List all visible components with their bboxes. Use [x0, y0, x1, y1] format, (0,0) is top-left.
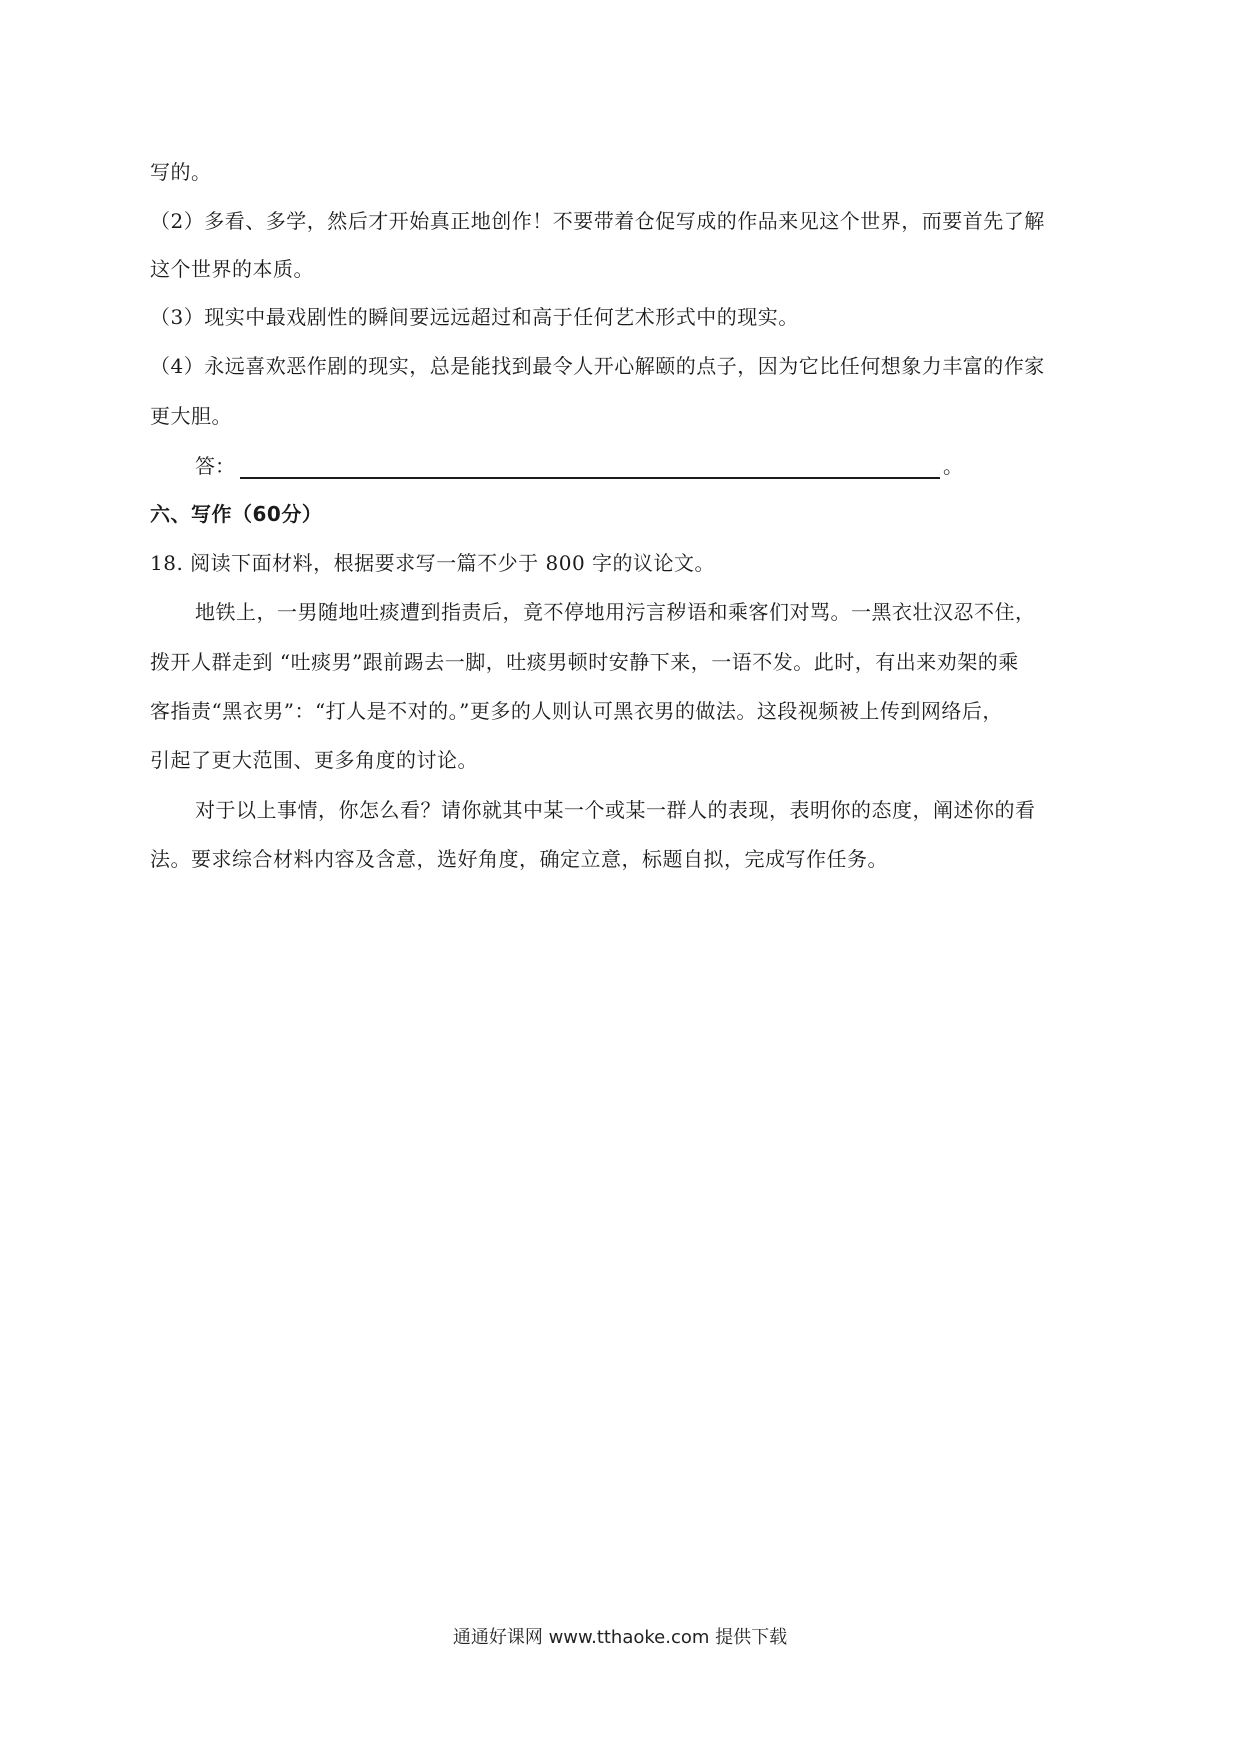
- item-4-line-1: （4）永远喜欢恶作剧的现实，总是能找到最令人开心解颐的点子，因为它比任何想象力丰富的作家: [150, 354, 1045, 378]
- material-line-3: 客指责“黑衣男”：“打人是不对的。”更多的人则认可黑衣男的做法。这段视频被上传到网络后，: [150, 699, 1003, 723]
- requirement-line-2: 法。要求综合材料内容及含意，选好角度，确定立意，标题自拟，完成写作任务。: [150, 847, 888, 871]
- item-4-line-2: 更大胆。: [150, 404, 232, 428]
- item-2-line-2: 这个世界的本质。: [150, 257, 314, 281]
- answer-blank-line: [240, 477, 940, 479]
- section-6-heading: 六、写作（60分）: [150, 502, 323, 526]
- answer-label: 答：: [195, 454, 235, 478]
- page-footer: 通通好课网 www.tthaoke.com 提供下载: [452, 1627, 788, 1648]
- requirement-line-1: 对于以上事情，你怎么看？请你就其中某一个或某一群人的表现，表明你的态度，阐述你的看: [195, 798, 1036, 822]
- item-3: （3）现实中最戏剧性的瞬间要远远超过和高于任何艺术形式中的现实。: [150, 305, 799, 329]
- material-line-2: 拨开人群走到 “吐痰男”跟前踢去一脚，吐痰男顿时安静下来，一语不发。此时，有出来劝架的乘: [150, 650, 1019, 674]
- answer-end-mark: 。: [943, 454, 963, 478]
- item-2-line-1: （2）多看、多学，然后才开始真正地创作！不要带着仓促写成的作品来见这个世界，而要首先了解: [150, 209, 1045, 233]
- text-line: 写的。: [150, 160, 212, 184]
- material-line-1: 地铁上，一男随地吐痰遭到指责后，竟不停地用污言秽语和乘客们对骂。一黑衣壮汉忍不住，: [195, 600, 1036, 624]
- answer-row: [195, 452, 975, 482]
- material-line-4: 引起了更大范围、更多角度的讨论。: [150, 748, 478, 772]
- question-18: 18. 阅读下面材料，根据要求写一篇不少于 800 字的议论文。: [150, 551, 716, 575]
